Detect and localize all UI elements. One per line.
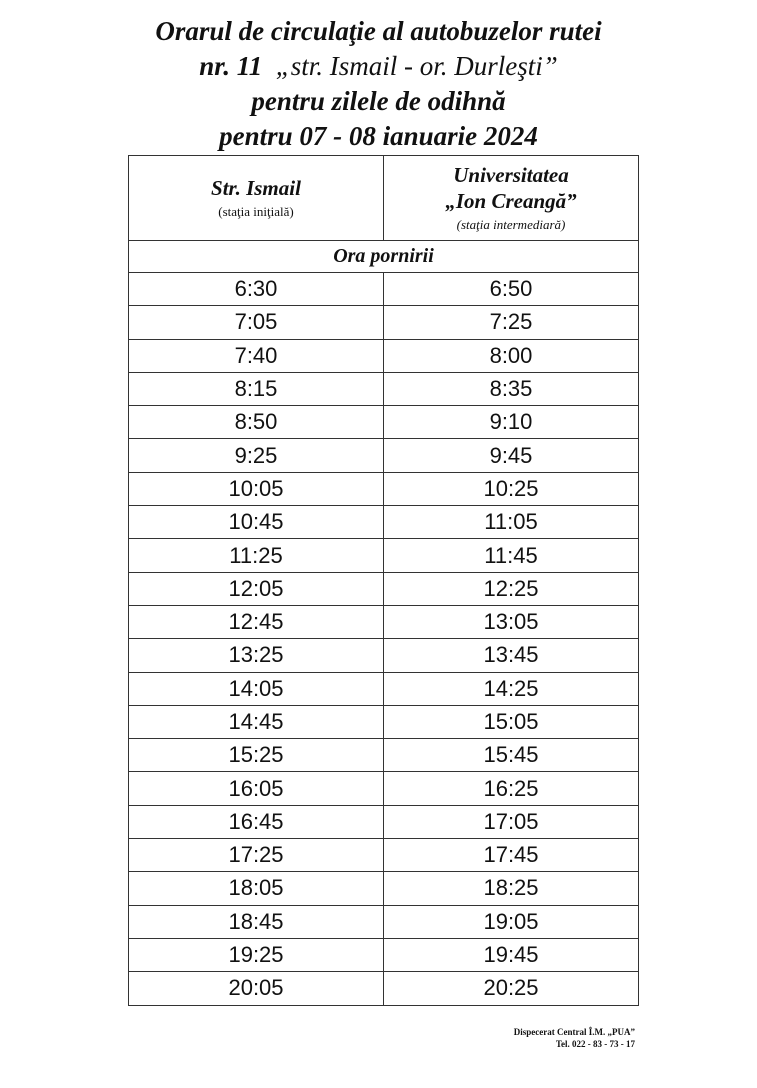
- stop-header-university: [384, 156, 639, 241]
- departure-time-ismail: 13:25: [129, 639, 384, 672]
- title-line-2: [0, 49, 757, 84]
- table-row: [129, 472, 639, 505]
- departure-time-university: 17:45: [384, 839, 639, 872]
- departure-time-university: 14:25: [384, 672, 639, 705]
- departure-time-ismail: 18:45: [129, 905, 384, 938]
- departure-time-university: 6:50: [384, 273, 639, 306]
- departure-time-university: 19:05: [384, 905, 639, 938]
- departure-time-ismail: 10:05: [129, 472, 384, 505]
- departure-time-university: 17:05: [384, 805, 639, 838]
- departure-time-ismail: 18:05: [129, 872, 384, 905]
- title-line-1: Orarul de circulaţie al autobuzelor rutei: [155, 16, 602, 46]
- departure-time-ismail: 11:25: [129, 539, 384, 572]
- times-body: [129, 273, 639, 1006]
- departure-time-university: 15:05: [384, 705, 639, 738]
- departure-time-ismail: 14:45: [129, 705, 384, 738]
- stop-note-intermediate: (staţia intermediară): [456, 217, 566, 232]
- table-row: [129, 772, 639, 805]
- departure-time-university: 8:35: [384, 372, 639, 405]
- stop-header-ismail: [129, 156, 384, 241]
- departure-time-university: 10:25: [384, 472, 639, 505]
- departure-time-university: 12:25: [384, 572, 639, 605]
- table-row: [129, 605, 639, 638]
- table-row: [129, 938, 639, 971]
- table-row: [129, 639, 639, 672]
- table-row: [129, 805, 639, 838]
- title-line-3: pentru zilele de odihnă: [251, 86, 506, 116]
- title-line-4: pentru 07 - 08 ianuarie 2024: [219, 121, 538, 151]
- route-stops: „str. Ismail - or. Durleşti”: [275, 51, 558, 81]
- stop-note-initial: (staţia iniţială): [218, 204, 294, 219]
- departure-time-ismail: 7:40: [129, 339, 384, 372]
- stops-header-row: [129, 156, 639, 241]
- departure-time-university: 9:45: [384, 439, 639, 472]
- departure-time-ismail: 8:15: [129, 372, 384, 405]
- document-title: [0, 14, 757, 154]
- table-row: [129, 339, 639, 372]
- departure-time-university: 13:05: [384, 605, 639, 638]
- departure-time-university: 13:45: [384, 639, 639, 672]
- departure-time-ismail: 7:05: [129, 306, 384, 339]
- departure-time-ismail: 8:50: [129, 406, 384, 439]
- stop-name-university-line1: Universitatea: [453, 163, 569, 187]
- table-row: [129, 306, 639, 339]
- departure-time-university: 9:10: [384, 406, 639, 439]
- footer: [514, 1026, 635, 1050]
- departure-time-university: 16:25: [384, 772, 639, 805]
- table-row: [129, 439, 639, 472]
- departure-time-university: 20:25: [384, 972, 639, 1005]
- route-number: nr. 11: [199, 51, 263, 81]
- departure-time-university: 11:05: [384, 506, 639, 539]
- departure-time-ismail: 12:45: [129, 605, 384, 638]
- departure-time-ismail: 17:25: [129, 839, 384, 872]
- dispatcher-label: Dispecerat Central Î.M. „PUA”: [513, 1027, 635, 1037]
- departure-time-university: 7:25: [384, 306, 639, 339]
- departure-time-university: 11:45: [384, 539, 639, 572]
- table-row: [129, 972, 639, 1005]
- departure-time-university: 19:45: [384, 938, 639, 971]
- table-row: [129, 872, 639, 905]
- table-row: [129, 406, 639, 439]
- departure-time-university: 18:25: [384, 872, 639, 905]
- table-row: [129, 739, 639, 772]
- departure-time-ismail: 9:25: [129, 439, 384, 472]
- table-row: [129, 506, 639, 539]
- table-row: [129, 905, 639, 938]
- departure-time-university: 15:45: [384, 739, 639, 772]
- table-row: [129, 839, 639, 872]
- table-row: [129, 705, 639, 738]
- departure-subheader-row: [129, 241, 639, 273]
- table-row: [129, 539, 639, 572]
- departure-time-ismail: 6:30: [129, 273, 384, 306]
- table-row: [129, 672, 639, 705]
- dispatcher-phone: Tel. 022 - 83 - 73 - 17: [555, 1039, 635, 1049]
- departure-time-ismail: 20:05: [129, 972, 384, 1005]
- departure-time-university: 8:00: [384, 339, 639, 372]
- stop-name-ismail: Str. Ismail: [211, 176, 301, 200]
- stop-name-university-line2: „Ion Creangă”: [445, 189, 577, 213]
- departure-time-label: Ora pornirii: [129, 241, 639, 273]
- table-row: [129, 572, 639, 605]
- departure-time-ismail: 19:25: [129, 938, 384, 971]
- table-row: [129, 372, 639, 405]
- departure-time-ismail: 12:05: [129, 572, 384, 605]
- departure-time-ismail: 15:25: [129, 739, 384, 772]
- departure-time-ismail: 14:05: [129, 672, 384, 705]
- departure-time-ismail: 10:45: [129, 506, 384, 539]
- table-row: [129, 273, 639, 306]
- departure-time-ismail: 16:45: [129, 805, 384, 838]
- schedule-table: [128, 155, 639, 1006]
- departure-time-ismail: 16:05: [129, 772, 384, 805]
